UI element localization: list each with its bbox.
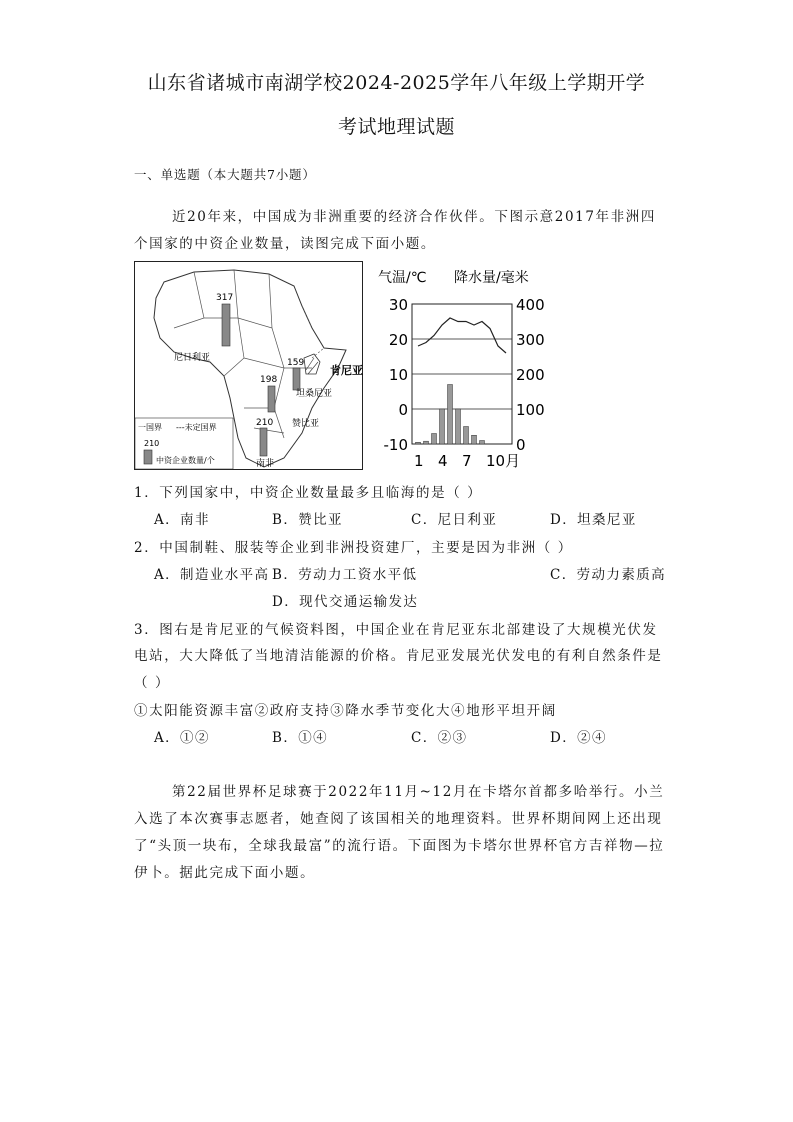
q1-option-d[interactable]: D．坦桑尼亚 (550, 512, 637, 528)
figure-africa-map-and-climate (134, 258, 545, 472)
q1-stem: 1．下列国家中，中资企业数量最多且临海的是（ ） (134, 485, 483, 501)
temp-tick-label: 20 (388, 331, 408, 349)
bar-zambia (260, 428, 267, 456)
q2-option-d[interactable]: D．现代交通运输发达 (272, 594, 419, 610)
intro1-line2: 个国家的中资企业数量，读图完成下面小题。 (134, 236, 436, 252)
precip-tick-label: 200 (516, 366, 545, 384)
precip-tick-label: 100 (516, 401, 545, 419)
precipitation-bar (416, 442, 421, 444)
precipitation-bar (480, 441, 485, 445)
q1-option-c[interactable]: C．尼日利亚 (411, 512, 498, 528)
intro2-line3: 了“头顶一块布，全球我最富”的流行语。下面图为卡塔尔世界杯官方吉祥物—拉 (134, 838, 665, 854)
document-title-line1: 山东省诸城市南湖学校2024-2025学年八年级上学期开学 (147, 72, 646, 94)
temp-tick-label: 0 (398, 401, 408, 419)
q3-line3: （ ） (134, 675, 171, 691)
precipitation-bar (432, 434, 437, 445)
legend-border: 一国界 (138, 423, 162, 432)
precipitation-bar (464, 427, 469, 445)
climate-precip-label: 降水量/毫米 (454, 270, 529, 286)
value-tanzania: 198 (260, 375, 278, 385)
value-nigeria: 317 (216, 293, 234, 303)
q3-line2: 电站，大大降低了当地清洁能源的价格。肯尼亚发展光伏发电的有利自然条件是 (134, 648, 663, 664)
label-kenya: 肯尼亚 (330, 364, 363, 377)
bar-nigeria (222, 304, 230, 346)
label-south-africa: 南非 (256, 459, 275, 469)
q3-option-a[interactable]: A．①② (154, 730, 210, 746)
precipitation-bar (424, 441, 429, 444)
value-kenya: 159 (287, 358, 305, 368)
q2-option-b[interactable]: B．劳动力工资水平低 (272, 567, 418, 583)
intro2-line2: 入选了本次赛事志愿者，她查阅了该国相关的地理资料。世界杯期间网上还出现 (134, 811, 663, 827)
q3-option-d[interactable]: D．②④ (550, 730, 607, 746)
figure-svg (134, 258, 545, 472)
temp-tick-label: -10 (383, 436, 408, 454)
month-tick-label: 10月 (486, 452, 521, 470)
month-tick-label: 1 (414, 452, 424, 470)
label-zambia: 赞比亚 (292, 419, 320, 429)
temp-tick-label: 30 (388, 296, 408, 314)
precip-tick-label: 400 (516, 296, 545, 314)
q3-option-b[interactable]: B．①④ (272, 730, 329, 746)
climate-temp-label: 气温/℃ (378, 270, 427, 286)
intro2-line4: 伊卜。据此完成下面小题。 (134, 865, 316, 881)
label-nigeria: 尼日利亚 (174, 353, 211, 363)
bar-tanzania (268, 386, 275, 412)
section-heading: 一、单选题（本大题共7小题） (134, 167, 316, 182)
bar-kenya (293, 368, 300, 390)
intro2-line1: 第22届世界杯足球赛于2022年11月~12月在卡塔尔首都多哈举行。小兰 (172, 784, 665, 800)
value-zambia: 210 (256, 418, 274, 428)
q3-line1: 3．图右是肯尼亚的气候资料图，中国企业在肯尼亚东北部建设了大规模光伏发 (134, 622, 658, 638)
legend-bar-label: 中资企业数量/个 (156, 456, 215, 465)
precip-tick-label: 300 (516, 331, 545, 349)
temp-tick-label: 10 (388, 366, 408, 384)
label-tanzania: 坦桑尼亚 (296, 389, 333, 399)
month-tick-label: 4 (438, 452, 448, 470)
legend-bar (144, 450, 152, 464)
q2-option-a[interactable]: A．制造业水平高 (154, 567, 270, 583)
document-title-line2: 考试地理试题 (337, 116, 455, 138)
q3-statements: ①太阳能资源丰富②政府支持③降水季节变化大④地形平坦开阔 (134, 703, 557, 719)
temperature-line (418, 318, 506, 353)
month-tick-label: 7 (462, 452, 472, 470)
precipitation-bar (472, 435, 477, 444)
q1-option-a[interactable]: A．南非 (154, 512, 210, 528)
legend-undefined-border: ---未定国界 (176, 423, 217, 432)
q3-option-c[interactable]: C．②③ (411, 730, 468, 746)
climate-chart (378, 269, 545, 470)
precipitation-bar (456, 409, 461, 444)
q2-option-c[interactable]: C．劳动力素质高 (550, 567, 667, 583)
intro1-line1: 近20年来，中国成为非洲重要的经济合作伙伴。下图示意2017年非洲四 (172, 209, 656, 225)
precipitation-bar (440, 409, 445, 444)
precipitation-bar (448, 385, 453, 445)
q2-stem: 2．中国制鞋、服装等企业到非洲投资建厂，主要是因为非洲（ ） (134, 540, 573, 556)
q1-option-b[interactable]: B．赞比亚 (272, 512, 343, 528)
legend-sample-value: 210 (144, 439, 160, 448)
precip-tick-label: 0 (516, 436, 526, 454)
